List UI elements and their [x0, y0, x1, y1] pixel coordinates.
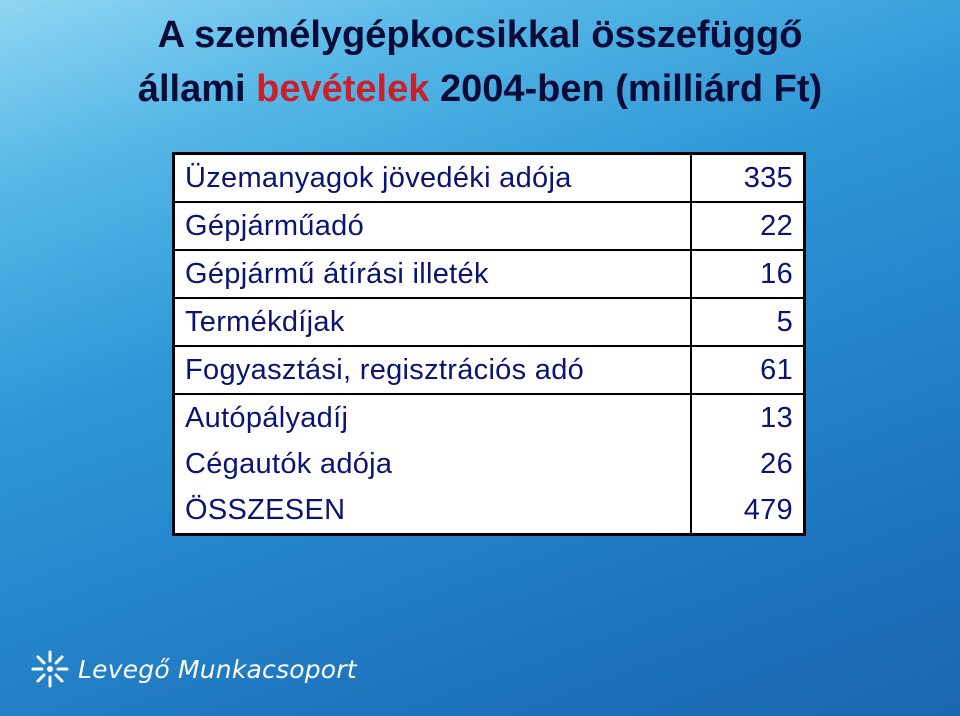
- row-value: 13: [760, 401, 793, 434]
- title-line-2: [0, 62, 960, 116]
- table-row: [174, 250, 805, 298]
- row-value: 5: [691, 298, 804, 346]
- title-line-2-start: állami: [137, 68, 257, 110]
- total-label: ÖSSZESEN: [174, 487, 692, 535]
- title-highlight: bevételek: [256, 68, 430, 110]
- row-label: Autópályadíj: [174, 394, 692, 441]
- sunburst-icon: [30, 649, 70, 689]
- table-row-total: [174, 487, 805, 535]
- row-label: Fogyasztási, regisztrációs adó: [174, 346, 692, 394]
- table-row: [174, 394, 805, 441]
- table-row: [174, 298, 805, 346]
- logo: [30, 646, 357, 692]
- row-value: 26: [760, 447, 793, 480]
- row-label: Gépjárműadó: [174, 202, 692, 250]
- row-label: Gépjármű átírási illeték: [174, 250, 692, 298]
- table-row: [174, 346, 805, 394]
- page-title: [0, 8, 960, 116]
- revenue-table: [172, 152, 806, 536]
- table-row: [174, 154, 805, 203]
- table-row: [174, 441, 805, 487]
- row-value: 335: [691, 154, 804, 203]
- row-value: 16: [691, 250, 804, 298]
- title-line-1: A személygépkocsikkal összefüggő: [157, 14, 803, 56]
- row-value: 22: [691, 202, 804, 250]
- row-label: Termékdíjak: [174, 298, 692, 346]
- row-value: 61: [691, 346, 804, 394]
- logo-text: Levegő Munkacsoport: [78, 654, 357, 684]
- title-line-2-end: 2004-ben (milliárd Ft): [429, 68, 823, 110]
- table-row: [174, 202, 805, 250]
- total-value: 479: [743, 493, 793, 526]
- row-label: Üzemanyagok jövedéki adója: [174, 154, 692, 203]
- row-label: Cégautók adója: [174, 441, 692, 487]
